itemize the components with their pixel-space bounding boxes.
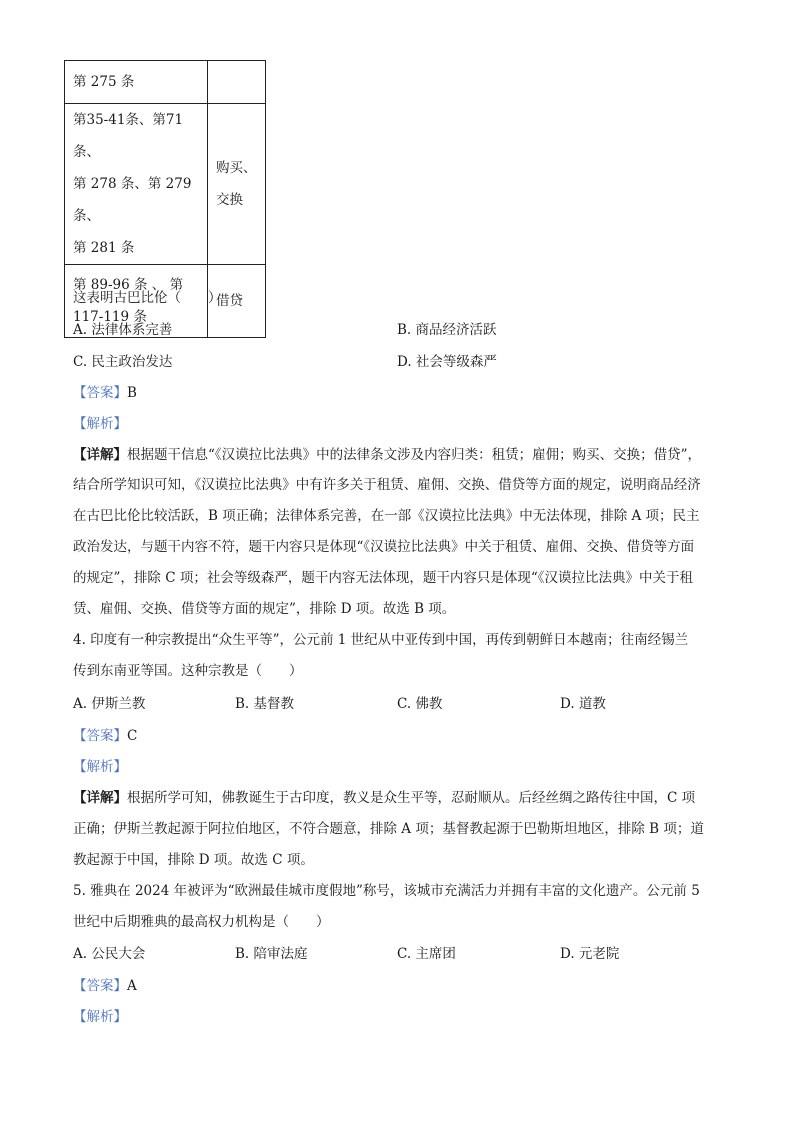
article-line: 第 281 条 [73,240,135,256]
article-line: 第35-41条、第71条、 [73,112,184,160]
q4-detail-line: 教起源于中国，排除 D 项。故选 C 项。 [73,852,314,868]
q3-detail-line: 在古巴比伦比较活跃，B 项正确；法律体系完善，在一部《汉谟拉比法典》中无法体现，排除 A 项；民主 [73,508,700,524]
q5-stem-line: 世纪中后期雅典的最高权力机构是（ ） [73,914,330,930]
article-line: 第 89-96 条 、 第 [73,277,184,293]
q5-option-b: B. 陪审法庭 [235,946,308,962]
q3-stem: 这表明古巴比伦（ ） [73,290,222,306]
answer-value: C [127,728,138,744]
detail-label: 【详解】 [73,447,127,463]
detail-label: 【详解】 [73,790,127,806]
category-cell [208,104,266,265]
detail-text: 根据题干信息“《汉谟拉比法典》中的法律条文涉及内容归类：租赁；雇佣；购买、交换；借贷”， [127,447,702,463]
answer-label: 【答案】 [73,728,127,744]
q5-analysis-label: 【解析】 [73,1009,127,1025]
detail-text: 根据所学可知，佛教诞生于古印度，教义是众生平等，忍耐顺从。后经丝绸之路传往中国，C 项 [127,790,696,806]
q3-detail-line: 的规定”，排除 C 项；社会等级森严，题干内容无法体现，题干内容只是体现“《汉谟拉比法典》中关于租 [73,570,693,586]
q5-answer [73,976,137,996]
q4-option-d: D. 道教 [560,696,606,712]
q5-stem-line: 5. 雅典在 2024 年被评为“欧洲最佳城市度假地”称号，该城市充满活力并拥有丰富的文化遗产。公元前 5 [73,883,700,899]
category-line: 借贷 [216,293,243,309]
q4-option-a: A. 伊斯兰教 [73,696,146,712]
category-cell [208,61,266,104]
answer-value: B [127,385,137,401]
answer-label: 【答案】 [73,978,127,994]
q3-option-c: C. 民主政治发达 [73,354,173,370]
q3-detail-line [73,445,701,465]
q5-option-a: A. 公民大会 [73,946,146,962]
q3-detail-line: 政治发达，与题干内容不符，题干内容只是体现“《汉谟拉比法典》中关于租赁、雇佣、交换、借贷等方面 [73,539,695,555]
q5-option-c: C. 主席团 [397,946,456,962]
answer-value: A [127,978,137,994]
article-cell [65,104,208,265]
q4-stem-line: 传到东南亚等国。这种宗教是（ ） [73,663,303,679]
category-line: 交换 [216,192,243,208]
q4-detail-line [73,788,695,808]
q3-answer [73,383,137,403]
q4-analysis-label: 【解析】 [73,759,127,775]
q3-detail-line: 结合所学知识可知，《汉谟拉比法典》中有许多关于租赁、雇佣、交换、借贷等方面的规定，说明商品经济 [73,477,701,493]
q3-option-d: D. 社会等级森严 [397,354,497,370]
answer-label: 【答案】 [73,385,127,401]
article-line: 第 278 条、第 279 条、 [73,176,192,224]
q3-option-a: A. 法律体系完善 [73,322,173,338]
table-row [65,104,266,265]
article-line: 117-119 条 [73,309,147,325]
q3-detail-line: 赁、雇佣、交换、借贷等方面的规定”，排除 D 项。故选 B 项。 [73,601,456,617]
q3-analysis-label: 【解析】 [73,416,127,432]
q4-option-b: B. 基督教 [235,696,295,712]
q4-detail-line: 正确；伊斯兰教起源于阿拉伯地区，不符合题意，排除 A 项；基督教起源于巴勒斯坦地区，排除 B 项；道 [73,821,704,837]
q5-option-d: D. 元老院 [560,946,620,962]
q3-option-b: B. 商品经济活跃 [397,322,497,338]
article-cell: 第 275 条 [65,61,208,104]
q4-stem-line: 4. 印度有一种宗教提出“众生平等”，公元前 1 世纪从中亚传到中国，再传到朝鲜日本越南；往南经锡兰 [73,632,689,648]
category-line: 购买、 [216,160,257,176]
q4-answer [73,726,137,746]
table-row [65,61,266,104]
q4-option-c: C. 佛教 [397,696,443,712]
